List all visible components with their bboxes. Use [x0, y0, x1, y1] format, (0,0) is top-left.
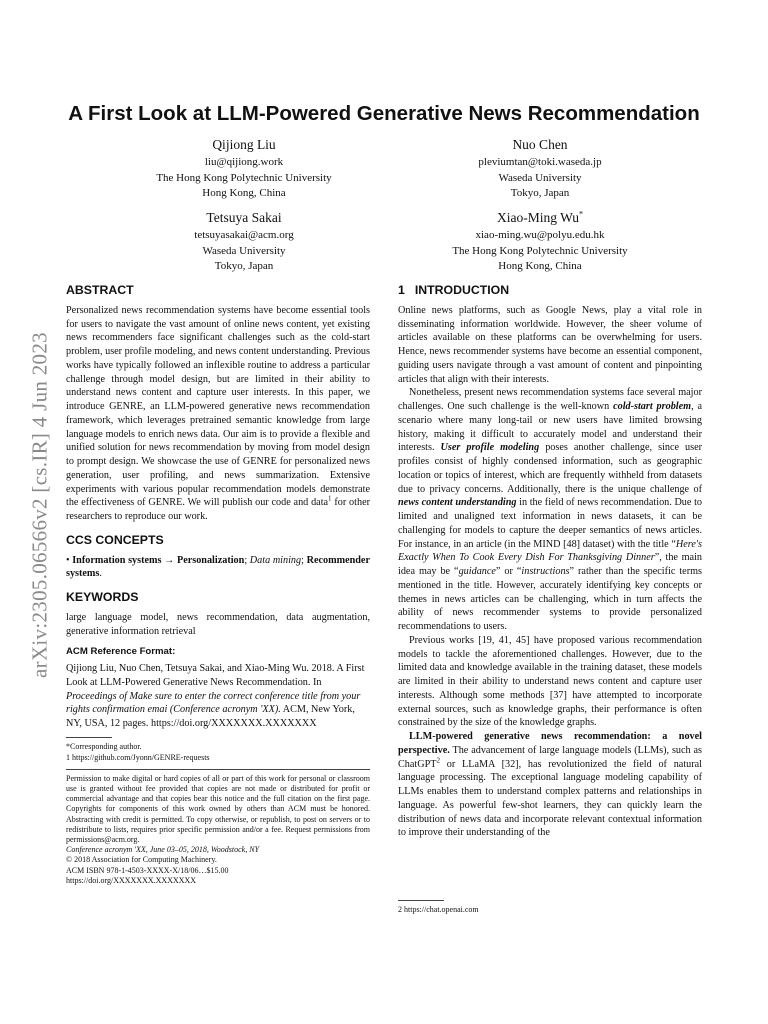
isbn: ACM ISBN 978-1-4503-XXXX-X/18/06…$15.00 — [66, 865, 229, 875]
author-block — [84, 209, 404, 275]
emphasis: User profile modeling — [440, 442, 540, 454]
arxiv-stamp — [10, 290, 73, 720]
text-run: The advancement of large language models (LLMs), such as ChatGPT — [398, 744, 702, 770]
author-block — [380, 136, 700, 202]
permission-text: Permission to make digital or hard copies of all or part of this work for personal or classroom use is granted without fee provided that copies are not made or distributed for profit or commercial advantage and that copies bear this notice and the full citation on the first page. Copyrights for components of this work owned by others than ACM must be honored. Abstracting with credit is permitted. To copy otherwise, or republish, to post on servers or to redistribute to lists, requires prior specific permission and/or a fee. Request permissions from permissions@acm.org. — [66, 773, 370, 844]
conference-line — [66, 845, 370, 855]
emphasis: cold-start problem — [613, 401, 692, 412]
author-email: liu@qijiong.work — [204, 156, 284, 168]
text-run: ” or “ — [495, 566, 522, 577]
ccs-arrow: → — [161, 554, 177, 566]
acm-ref-text — [66, 662, 370, 731]
ccs-term: Information systems — [72, 554, 162, 566]
left-column — [66, 284, 370, 886]
abstract-body: Personalized news recommendation systems have become essential tools for users to navigate the vast amount of online news content, yet existing news recommenders face significant challenges such as the cold-start problem, user profile modeling, and news content understanding. Previous works have typically followed an inflexible routine to address a particular challenge through model design, but are limited in their ability to understand news content and capture user interests. In this paper, we introduce GENRE, an LLM-powered generative news recommendation framework, which leverages pretrained semantic knowledge from large language models to enrich news data. Our aim is to provide a flexible and unified solution for news recommendation by moving from model design to prompt design. We showcase the use of GENRE for personalized news generation, user profiling, and news summarization. Extensive experiments with various popular recommendation models demonstrate the effectiveness of GENRE. We will publish our code and data — [66, 304, 370, 509]
footnote-mark: 2 — [436, 756, 440, 765]
text-run: in the field of news recommendation. Due to limited and unaligned text information in news datasets, it can be challenging for models to capture the deeper semantics of news articles. For instance, in an article (in the MIND [48] dataset) with the title “ — [398, 497, 702, 550]
author-affiliation: Waseda University — [202, 244, 286, 257]
separator: ; — [301, 554, 307, 566]
text-run: Nonetheless, present news recommendation systems face several major challenges. One such challenge is the well-known — [398, 387, 702, 412]
conference-text: Conference acronym 'XX, June 03–05, 2018, Woodstock, NY — [66, 845, 260, 855]
doi: https://doi.org/XXXXXXX.XXXXXXX — [66, 875, 197, 885]
author-email: pleviumtan@toki.waseda.jp — [478, 156, 602, 168]
paragraph-lead: LLM-powered generative news recommendation: a novel perspective. — [398, 731, 702, 756]
acm-ref-part: ACM, New York, NY, USA, 12 pages. https://doi.org/XXXXXXX.XXXXXXX — [66, 704, 355, 729]
footnote-mark: 1 — [328, 494, 332, 503]
bullet: • — [66, 554, 73, 566]
text-run: , a scenario where many long-tail or new users have limited browsing history, making it difficult to accurately model and understand their interests. — [398, 401, 702, 454]
author-location: Hong Kong, China — [202, 187, 286, 199]
author-block — [380, 209, 700, 275]
section-number: 1 — [398, 283, 405, 297]
author-name: Xiao-Ming Wu — [496, 210, 580, 225]
intro-heading — [398, 284, 702, 298]
author-affiliation: The Hong Kong Polytechnic University — [452, 244, 628, 257]
author-block — [84, 136, 404, 202]
text-run: ”, the main idea may be “ — [398, 552, 703, 577]
permission-rule — [66, 769, 370, 770]
footnote: 2 https://chat.openai.com — [398, 905, 479, 914]
keywords-heading: KEYWORDS — [66, 590, 139, 604]
author-location: Tokyo, Japan — [510, 187, 570, 199]
text-run: poses another challenge, since user profiles consist of highly condensed information, such as geographic location or topics of interest, which are frequently withheld from datasets due to privacy concerns. Additionally, there is the unique challenge of — [398, 442, 703, 495]
intro-paragraph: Online news platforms, such as Google News, play a vital role in disseminating information worldwide. However, the sheer volume of articles available on these platforms can be overwhelming for users. Hence, news recommender systems have become an essential component, guiding users navigate through a vast amount of content and pinpointing articles that align with their interests. — [398, 304, 702, 385]
intro-paragraph — [398, 386, 702, 634]
section-title: INTRODUCTION — [414, 283, 510, 297]
author-affiliation: The Hong Kong Polytechnic University — [156, 171, 332, 184]
emphasis: instructions — [521, 566, 570, 577]
ccs-term: Data mining — [249, 554, 302, 566]
abstract-heading: ABSTRACT — [66, 283, 134, 297]
acm-ref-venue: Proceedings of Make sure to enter the correct conference title from your rights confirmation emai (Conference acronym 'XX). — [66, 690, 361, 716]
arxiv-id: arXiv:2305.06566v2 [cs.IR] 4 Jun 2023 — [27, 332, 52, 678]
acm-ref-heading: ACM Reference Format: — [66, 646, 176, 658]
abstract-tail: for other researchers to reproduce our work. — [66, 497, 370, 522]
corresponding-mark: * — [579, 209, 584, 219]
text-run: ” rather than the specific terms mentioned in the title. However, accurately identifying key concepts or themes in news articles can be challenging, which in turn affects the ability of news recommender systems to provide personalized recommendations to users. — [398, 566, 702, 632]
author-email: tetsuyasakai@acm.org — [194, 229, 294, 241]
author-name-line — [380, 209, 700, 227]
footnote-right — [398, 900, 702, 915]
author-location: Hong Kong, China — [498, 260, 582, 272]
footnote: 1 https://github.com/Jyonn/GENRE-requests — [66, 752, 210, 762]
footnote-rule — [398, 900, 444, 901]
emphasis: Here's Exactly When To Cook Every Dish For Thanksgiving Dinner — [398, 538, 702, 564]
period: . — [99, 568, 102, 580]
footnote-rule — [66, 737, 112, 738]
intro-paragraph — [398, 730, 702, 840]
author-name: Nuo Chen — [512, 137, 568, 152]
acm-ref-part: Qijiong Liu, Nuo Chen, Tetsuya Sakai, and Xiao-Ming Wu. 2018. A First Look at LLM-Powered Generative News Recommendation. In — [66, 663, 365, 688]
author-affiliation: Waseda University — [498, 171, 582, 184]
emphasis: news content understanding — [398, 497, 517, 509]
ccs-heading: CCS CONCEPTS — [66, 532, 164, 547]
author-name: Tetsuya Sakai — [206, 210, 282, 225]
text-run: or LLaMA [32], has revolutionized the field of natural language processing. The exceptional language modeling capability of LLMs enables them to understand complex patterns and relationships in language. As powerful few-shot learners, they can quickly learn the distribution of news data and incorporate relevant contextual information to improve their understanding of the — [398, 758, 702, 839]
ccs-term: Personalization — [176, 554, 245, 566]
author-name: Qijiong Liu — [212, 137, 276, 152]
author-email: xiao-ming.wu@polyu.edu.hk — [475, 229, 605, 241]
paper-title: A First Look at LLM-Powered Generative News Recommendation — [68, 102, 700, 125]
ccs-text — [66, 554, 370, 582]
separator: ; — [244, 554, 250, 566]
emphasis: guidance — [458, 566, 496, 577]
abstract-text — [66, 304, 370, 524]
ccs-term: Recommender systems — [66, 554, 370, 580]
footnote: *Corresponding author. — [66, 741, 142, 751]
intro-paragraph: Previous works [19, 41, 45] have proposed various recommendation models to tackle the aforementioned challenges. However, due to the limited data and knowledge available in the training dataset, these models are limited in their ability to understand news content and capture user interests. Although some methods [37] have attempted to incorporate external sources, such as knowledge graphs, their performance is often constrained by the size of the knowledge graphs. — [398, 634, 702, 729]
author-location: Tokyo, Japan — [214, 260, 274, 272]
copyright: © 2018 Association for Computing Machinery. — [66, 855, 217, 865]
right-column — [398, 284, 702, 840]
keywords-text: large language model, news recommendation, data augmentation, generative information retrieval — [66, 611, 370, 637]
